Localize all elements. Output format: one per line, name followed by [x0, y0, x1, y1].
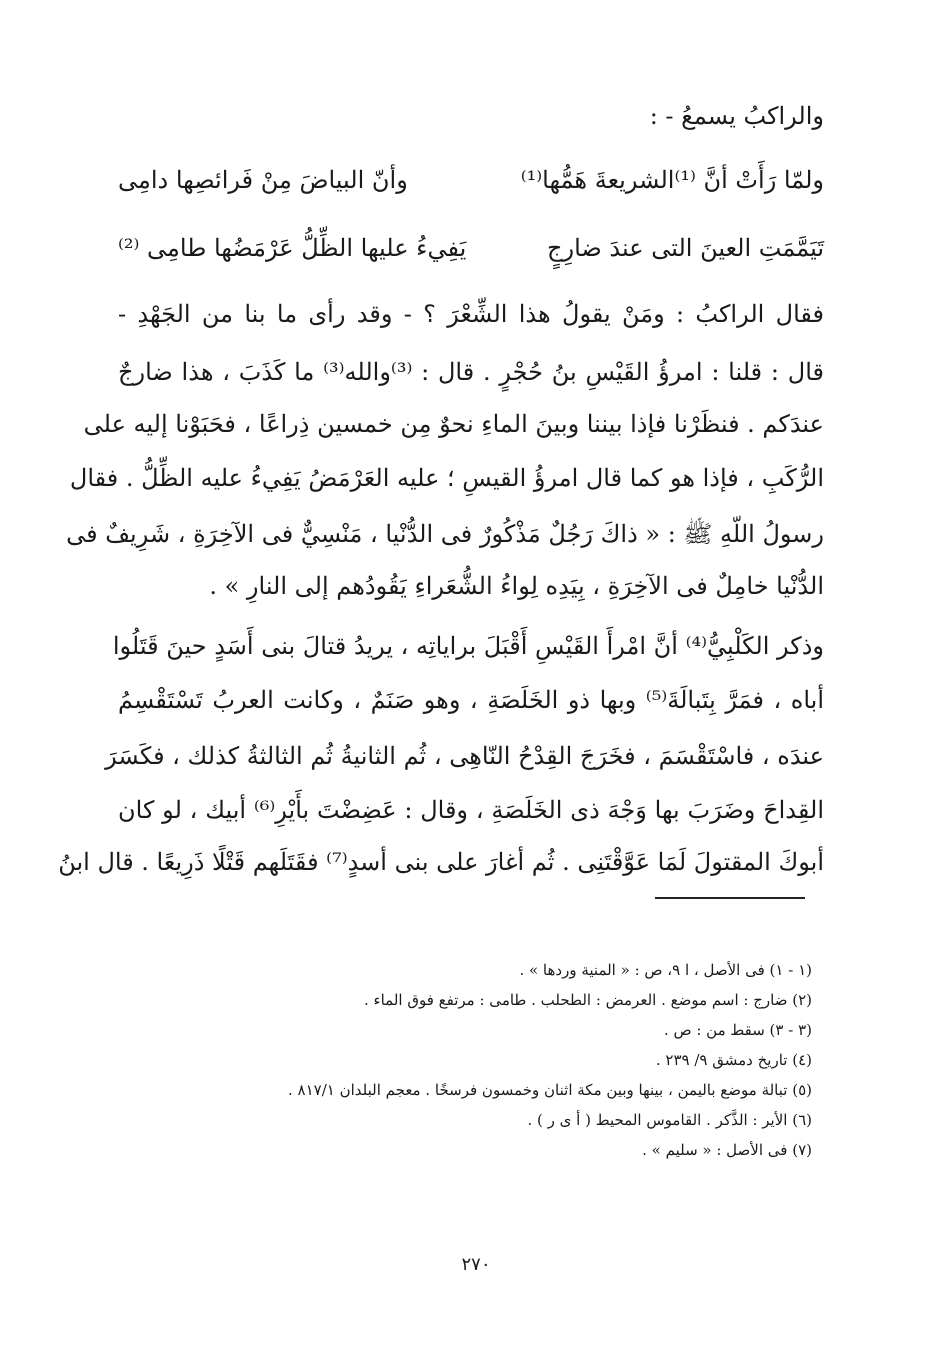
footnote-separator — [655, 897, 805, 899]
footnote: (٥) تبالة موضع باليمن ، بينها وبين مكة اثنان وخمسون فرسخًا . معجم البلدان ٨١٧/١ . — [288, 1081, 812, 1099]
verse-first-hemistich: ولمّا رَأَتْ أنَّ ⁽¹⁾الشريعةَ هَمُّها⁽¹⁾ — [520, 166, 824, 194]
footnote: (١ - ١) فى الأصل ، ا ٩، ص : « المنية وردها » . — [519, 961, 812, 979]
verse-first-hemistich: تَيَمَّمَتِ العينَ التى عندَ ضارِجٍ — [547, 234, 824, 262]
footnote: (٦) الأير : الذَّكر . القاموس المحيط ( أ ى ر ) . — [527, 1111, 812, 1129]
verse-line — [118, 158, 824, 202]
verse-line — [118, 226, 824, 270]
verse-second-hemistich: وأنّ البياضَ مِنْ فَرائصِها دامِى — [118, 166, 408, 194]
page-number: ٢٧٠ — [461, 1254, 491, 1275]
text-line: فقال الراكبُ : ومَنْ يقولُ هذا الشِّعْرَ ؟ - وقد رأى ما بنا من الجَهْدِ - — [118, 300, 824, 328]
text-line: والراكبُ يسمعُ - : — [649, 102, 824, 130]
text-line: الرُّكَبِ ، فإذا هو كما قال امرؤُ القيسِ ؛ عليه العَرْمَضُ يَفِيءُ عليه الظِّلُّ . فقال — [69, 464, 824, 492]
text-line: رسولُ اللّهِ ﷺ : « ذاكَ رَجُلٌ مَذْكُورٌ فى الدُّنْيا ، مَنْسِيٌّ فى الآخِرَةِ ، شَرِيفٌ فى — [66, 520, 824, 548]
footnote: (٢) ضارج : اسم موضع . العرمض : الطحلب . طامى : مرتفع فوق الماء . — [364, 991, 812, 1009]
verse-second-hemistich: يَفِيءُ عليها الظِّلُّ عَرْمَضُها طامِى ⁽²⁾ — [118, 234, 467, 262]
footnote: (٣ - ٣) سقط من : ص . — [663, 1021, 812, 1039]
text-line: قال : قلنا : امرؤُ القَيْسِ بنُ حُجْرٍ . قال : ⁽³⁾والله⁽³⁾ ما كَذَبَ ، هذا ضارجٌ — [118, 358, 825, 386]
text-line: القِداحَ وضَرَبَ بها وَجْهَ ذى الخَلَصَةِ ، وقال : عَضِضْتَ بأَيْرِ⁽⁶⁾ أبيك ، لو كان — [118, 796, 825, 824]
text-line: الدُّنْيا خامِلٌ فى الآخِرَةِ ، بِيَدِه لِواءُ الشُّعَراءِ يَقُودُهم إلى النارِ » . — [209, 572, 824, 600]
text-line: عندَه ، فاسْتَقْسَمَ ، فخَرَجَ القِدْحُ النّاهِى ، ثُم الثانيةُ ثُم الثالثةُ كذلك ، فكَسَرَ — [105, 742, 824, 770]
text-line: وذكر الكَلْبِيُّ⁽⁴⁾ أنَّ امْرأَ القَيْسِ أَقْبَلَ براياتِه ، يريدُ قتالَ بنى أَسَدٍ حينَ قَتَلُوا — [112, 632, 824, 660]
text-line: أباه ، فمَرَّ بِتَبالَةَ⁽⁵⁾ وبها ذو الخَلَصَةِ ، وهو صَنَمٌ ، وكانت العربُ تَسْتَقْسِمُ — [118, 686, 824, 714]
footnote: (٤) تاريخ دمشق ٩/ ٢٣٩ . — [655, 1051, 812, 1069]
text-line: أبوكَ المقتولَ لَمَا عَوَّقْتَنِى . ثُم أغارَ على بنى أسدٍ⁽⁷⁾ فقَتَلَهم قَتْلًا ذَرِيعًا . قال ابنُ — [58, 848, 824, 876]
footnote: (٧) فى الأصل : « سليم » . — [642, 1141, 812, 1159]
text-line: عندَكم . فنظَرْنا فإذا بيننا وبينَ الماءِ نحوٌ مِن خمسين ذِراعًا ، فحَبَوْنا إليه على — [83, 410, 824, 438]
